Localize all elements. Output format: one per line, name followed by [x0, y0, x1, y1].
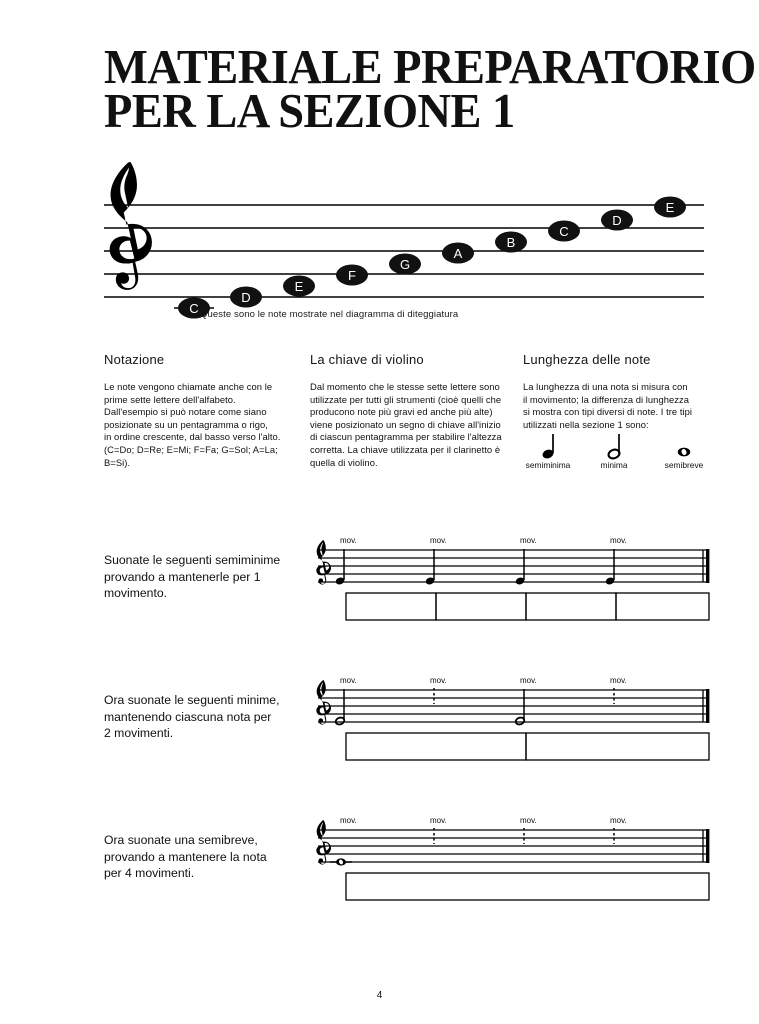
- page-title: [104, 41, 756, 139]
- note-b: [495, 232, 527, 253]
- beat-label: mov.: [520, 676, 537, 685]
- note-e: [283, 276, 315, 297]
- note-type-semiminima: [515, 430, 581, 470]
- staff-lines: [318, 830, 708, 862]
- beat-label: mov.: [520, 816, 537, 825]
- answer-boxes: [346, 733, 709, 760]
- column-2-heading: La chiave di violino: [310, 352, 424, 367]
- exercise-3-line-3: per 4 movimenti.: [104, 866, 195, 880]
- column-notazione: [104, 352, 300, 469]
- beat-label: mov.: [610, 816, 627, 825]
- answer-boxes: [346, 593, 709, 620]
- quarter-note-icon: [515, 430, 581, 460]
- svg-text:B: B: [506, 235, 516, 250]
- note-c-high: [548, 221, 580, 242]
- column-1-body: [104, 381, 300, 469]
- exercise-3-line-2: provando a mantenere la nota: [104, 849, 267, 864]
- note-type-1-label: semiminima: [525, 460, 571, 470]
- exercise-2-line-3: 2 movimenti.: [104, 726, 174, 740]
- beat-label: mov.: [610, 676, 627, 685]
- note-type-3-label: semibreve: [664, 460, 704, 470]
- treble-clef-icon: [316, 680, 331, 724]
- svg-text:D: D: [241, 290, 251, 305]
- note-g: [389, 254, 421, 275]
- staff-lines: [318, 690, 708, 722]
- page-number: 4: [376, 990, 383, 1001]
- beat-label: mov.: [430, 676, 447, 685]
- quarter-note: [335, 549, 346, 586]
- column-2-line-2: utilizzate per tutti gli strumenti (cioè quelli che: [310, 393, 502, 405]
- exercise-2-line-2: mantenendo ciascuna nota per: [104, 709, 272, 724]
- note-f: [336, 265, 368, 286]
- column-1-line-6: (C=Do; D=Re; E=Mi; F=Fa; G=Sol; A=La;: [104, 443, 278, 455]
- column-1-line-3: Dall'esempio si può notare come siano: [104, 406, 267, 418]
- note-d: [230, 287, 262, 308]
- beat-label: mov.: [520, 536, 537, 545]
- treble-clef-icon: [316, 540, 331, 584]
- column-1-line-5: in ordine crescente, dal basso verso l'alto.: [104, 431, 281, 443]
- diagram-caption: Queste sono le note mostrate nel diagramma di diteggiatura: [200, 309, 459, 320]
- half-note: [335, 689, 346, 726]
- answer-box: [436, 593, 526, 620]
- quarter-note: [425, 549, 436, 586]
- treble-clef-icon: [110, 162, 152, 290]
- column-lunghezza-delle-note: [523, 352, 713, 470]
- column-3-heading: Lunghezza delle note: [523, 352, 651, 367]
- column-1-line-7: B=Si).: [104, 456, 131, 468]
- note-d-high: [601, 210, 633, 231]
- column-2-line-1: Dal momento che le stesse sette lettere sono: [310, 381, 500, 392]
- svg-text:C: C: [559, 224, 569, 239]
- column-3-line-3: si mostra con tipi diversi di note. I tre tipi: [523, 406, 693, 418]
- exercise-2-instructions: [104, 692, 319, 742]
- column-2-line-3: producono note più gravi ed anche più alte): [310, 406, 493, 418]
- note-heads: [178, 197, 686, 319]
- answer-box: [526, 733, 709, 760]
- exercise-2-staff: [318, 670, 718, 770]
- exercise-1-line-3: movimento.: [104, 586, 167, 600]
- exercise-3-instructions: [104, 832, 319, 882]
- answer-box: [346, 593, 436, 620]
- column-chiave-di-violino: [310, 352, 510, 469]
- half-note: [515, 689, 526, 726]
- svg-text:F: F: [348, 268, 356, 283]
- treble-clef-icon: [316, 820, 331, 864]
- quarter-note: [515, 549, 526, 586]
- column-1-line-4: posizionate su un pentagramma o rigo,: [104, 418, 268, 430]
- title-line-2: PER LA SEZIONE 1: [104, 85, 515, 139]
- beat-label: mov.: [430, 536, 447, 545]
- note-name-diagram: [104, 176, 704, 326]
- note-type-figures: [523, 430, 715, 482]
- column-1-line-2: prime sette lettere dell'alfabeto.: [104, 393, 236, 405]
- column-3-body: [523, 381, 713, 431]
- exercise-1-staff: [318, 530, 718, 630]
- column-2-line-5: di ciascun pentagramma per stabilire l'altezza: [310, 431, 502, 443]
- note-e-high: [654, 197, 686, 218]
- exercise-1-line-2: provando a mantenerle per 1: [104, 569, 261, 584]
- whole-note: [336, 858, 346, 865]
- exercise-3-staff: [318, 810, 718, 910]
- svg-text:E: E: [294, 279, 304, 294]
- svg-text:E: E: [665, 200, 675, 215]
- whole-note-icon: [651, 430, 717, 460]
- note-a: [442, 243, 474, 264]
- svg-text:G: G: [399, 257, 411, 272]
- title-line-1: MATERIALE PREPARATORIO: [104, 41, 756, 95]
- column-3-line-1: La lunghezza di una nota si misura con: [523, 381, 688, 392]
- answer-box: [616, 593, 709, 620]
- beat-label: mov.: [430, 816, 447, 825]
- exercise-2-line-1: Ora suonate le seguenti minime,: [104, 693, 280, 707]
- exercise-3-line-1: Ora suonate una semibreve,: [104, 833, 258, 847]
- note-type-2-label: minima: [600, 460, 628, 470]
- column-2-line-6: corretta. La chiave utilizzata per il clarinetto è: [310, 443, 501, 455]
- answer-box: [346, 733, 526, 760]
- half-note-icon: [581, 430, 647, 460]
- beat-label: mov.: [340, 536, 357, 545]
- column-1-line-1: Le note vengono chiamate anche con le: [104, 381, 273, 392]
- column-3-line-4: utilizzati nella sezione 1 sono:: [523, 418, 649, 430]
- quarter-note: [605, 549, 616, 586]
- column-2-line-4: viene posizionato un segno di chiave all'inizio: [310, 418, 501, 430]
- svg-text:D: D: [612, 213, 622, 228]
- beat-label: mov.: [340, 676, 357, 685]
- column-1-heading: Notazione: [104, 352, 165, 367]
- beat-label: mov.: [610, 536, 627, 545]
- staff-lines: [318, 550, 708, 582]
- answer-box: [346, 873, 709, 900]
- note-type-minima: [581, 430, 647, 470]
- beat-label: mov.: [340, 816, 357, 825]
- answer-boxes: [346, 873, 709, 900]
- exercise-1-line-1: Suonate le seguenti semiminime: [104, 553, 281, 567]
- column-2-line-7: quella di violino.: [310, 456, 378, 468]
- svg-text:A: A: [453, 246, 463, 261]
- svg-text:C: C: [189, 301, 199, 316]
- exercise-1-instructions: [104, 552, 319, 602]
- note-type-semibreve: [651, 430, 717, 470]
- column-2-body: [310, 381, 510, 469]
- column-3-line-2: il movimento; la differenza di lunghezza: [523, 393, 689, 405]
- answer-box: [526, 593, 616, 620]
